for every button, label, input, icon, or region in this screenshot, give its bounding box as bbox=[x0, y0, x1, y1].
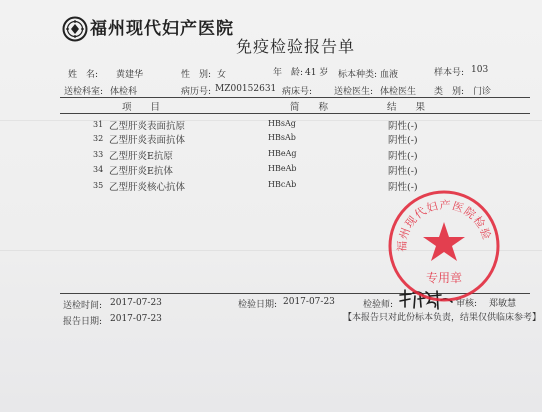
type-label: 类 别: bbox=[434, 87, 465, 97]
row-abbr: HBeAb bbox=[268, 164, 297, 173]
bed-label: 病床号: bbox=[282, 87, 313, 97]
age-value: 41 岁 bbox=[305, 68, 329, 78]
test-date-value: 2017-07-23 bbox=[283, 297, 335, 307]
row-abbr: HBeAg bbox=[268, 149, 297, 158]
record-label: 病历号: bbox=[181, 87, 212, 97]
doctor-label: 送检医生: bbox=[334, 87, 374, 97]
row-item: 乙型肝炎表面抗体 bbox=[109, 135, 186, 146]
specimen-value: 血液 bbox=[380, 70, 399, 80]
hospital-logo-icon bbox=[62, 16, 88, 42]
svg-text:专用章: 专用章 bbox=[425, 271, 463, 285]
row-number: 35 bbox=[93, 181, 104, 190]
disclaimer-note: 【本报告只对此份标本负责，结果仅供临床参考】 bbox=[343, 313, 542, 323]
send-time-label: 送检时间: bbox=[63, 301, 103, 311]
row-abbr: HBsAg bbox=[268, 119, 296, 128]
row-item: 乙型肝炎E抗体 bbox=[109, 166, 173, 177]
tester-label: 检验师: bbox=[363, 300, 394, 310]
row-number: 32 bbox=[93, 134, 104, 143]
report-date-label: 报告日期: bbox=[63, 317, 103, 327]
table-top-rule bbox=[60, 97, 530, 98]
row-number: 33 bbox=[93, 150, 104, 159]
name-value: 黄建华 bbox=[116, 70, 144, 80]
row-item: 乙型肝炎E抗原 bbox=[109, 151, 173, 162]
row-result: 阴性(-) bbox=[388, 135, 418, 146]
test-date-label: 检验日期: bbox=[238, 300, 278, 310]
reviewer-value: 郑敏慧 bbox=[489, 299, 517, 309]
svg-text:福州现代妇产医院检验科: 福州现代妇产医院检验 bbox=[395, 198, 494, 253]
sample-no-value: 103 bbox=[471, 65, 489, 75]
dept-label: 送检科室: bbox=[64, 87, 104, 97]
header-abbr: 简 称 bbox=[290, 102, 329, 113]
row-result: 阴性(-) bbox=[388, 182, 418, 193]
doctor-value: 体检医生 bbox=[380, 87, 417, 97]
row-number: 31 bbox=[93, 120, 104, 129]
row-abbr: HBcAb bbox=[268, 180, 297, 189]
row-result: 阴性(-) bbox=[388, 121, 418, 132]
row-item: 乙型肝炎表面抗原 bbox=[109, 121, 186, 132]
name-label: 姓 名: bbox=[68, 70, 99, 80]
row-number: 34 bbox=[93, 165, 104, 174]
type-value: 门诊 bbox=[473, 87, 492, 97]
sample-no-label: 样本号: bbox=[434, 68, 465, 78]
report-title: 免疫检验报告单 bbox=[236, 37, 356, 56]
table-header-rule bbox=[60, 113, 530, 114]
row-result: 阴性(-) bbox=[388, 166, 418, 177]
record-value: MZ00152631 bbox=[215, 84, 277, 94]
header-result: 结 果 bbox=[387, 102, 426, 113]
department-stamp bbox=[384, 186, 504, 306]
report-date-value: 2017-07-23 bbox=[110, 314, 162, 324]
row-item: 乙型肝炎核心抗体 bbox=[109, 182, 186, 193]
sex-value: 女 bbox=[217, 70, 227, 80]
send-time-value: 2017-07-23 bbox=[110, 298, 162, 308]
hospital-name: 福州现代妇产医院 bbox=[90, 19, 234, 39]
row-abbr: HBsAb bbox=[268, 133, 296, 142]
row-result: 阴性(-) bbox=[388, 151, 418, 162]
dept-value: 体检科 bbox=[110, 87, 138, 97]
sex-label: 性 别: bbox=[181, 70, 212, 80]
specimen-label: 标本种类: bbox=[338, 70, 378, 80]
age-label: 年 龄: bbox=[273, 68, 304, 78]
header-item: 项 目 bbox=[122, 102, 161, 113]
reviewer-label: 审核: bbox=[456, 299, 478, 309]
